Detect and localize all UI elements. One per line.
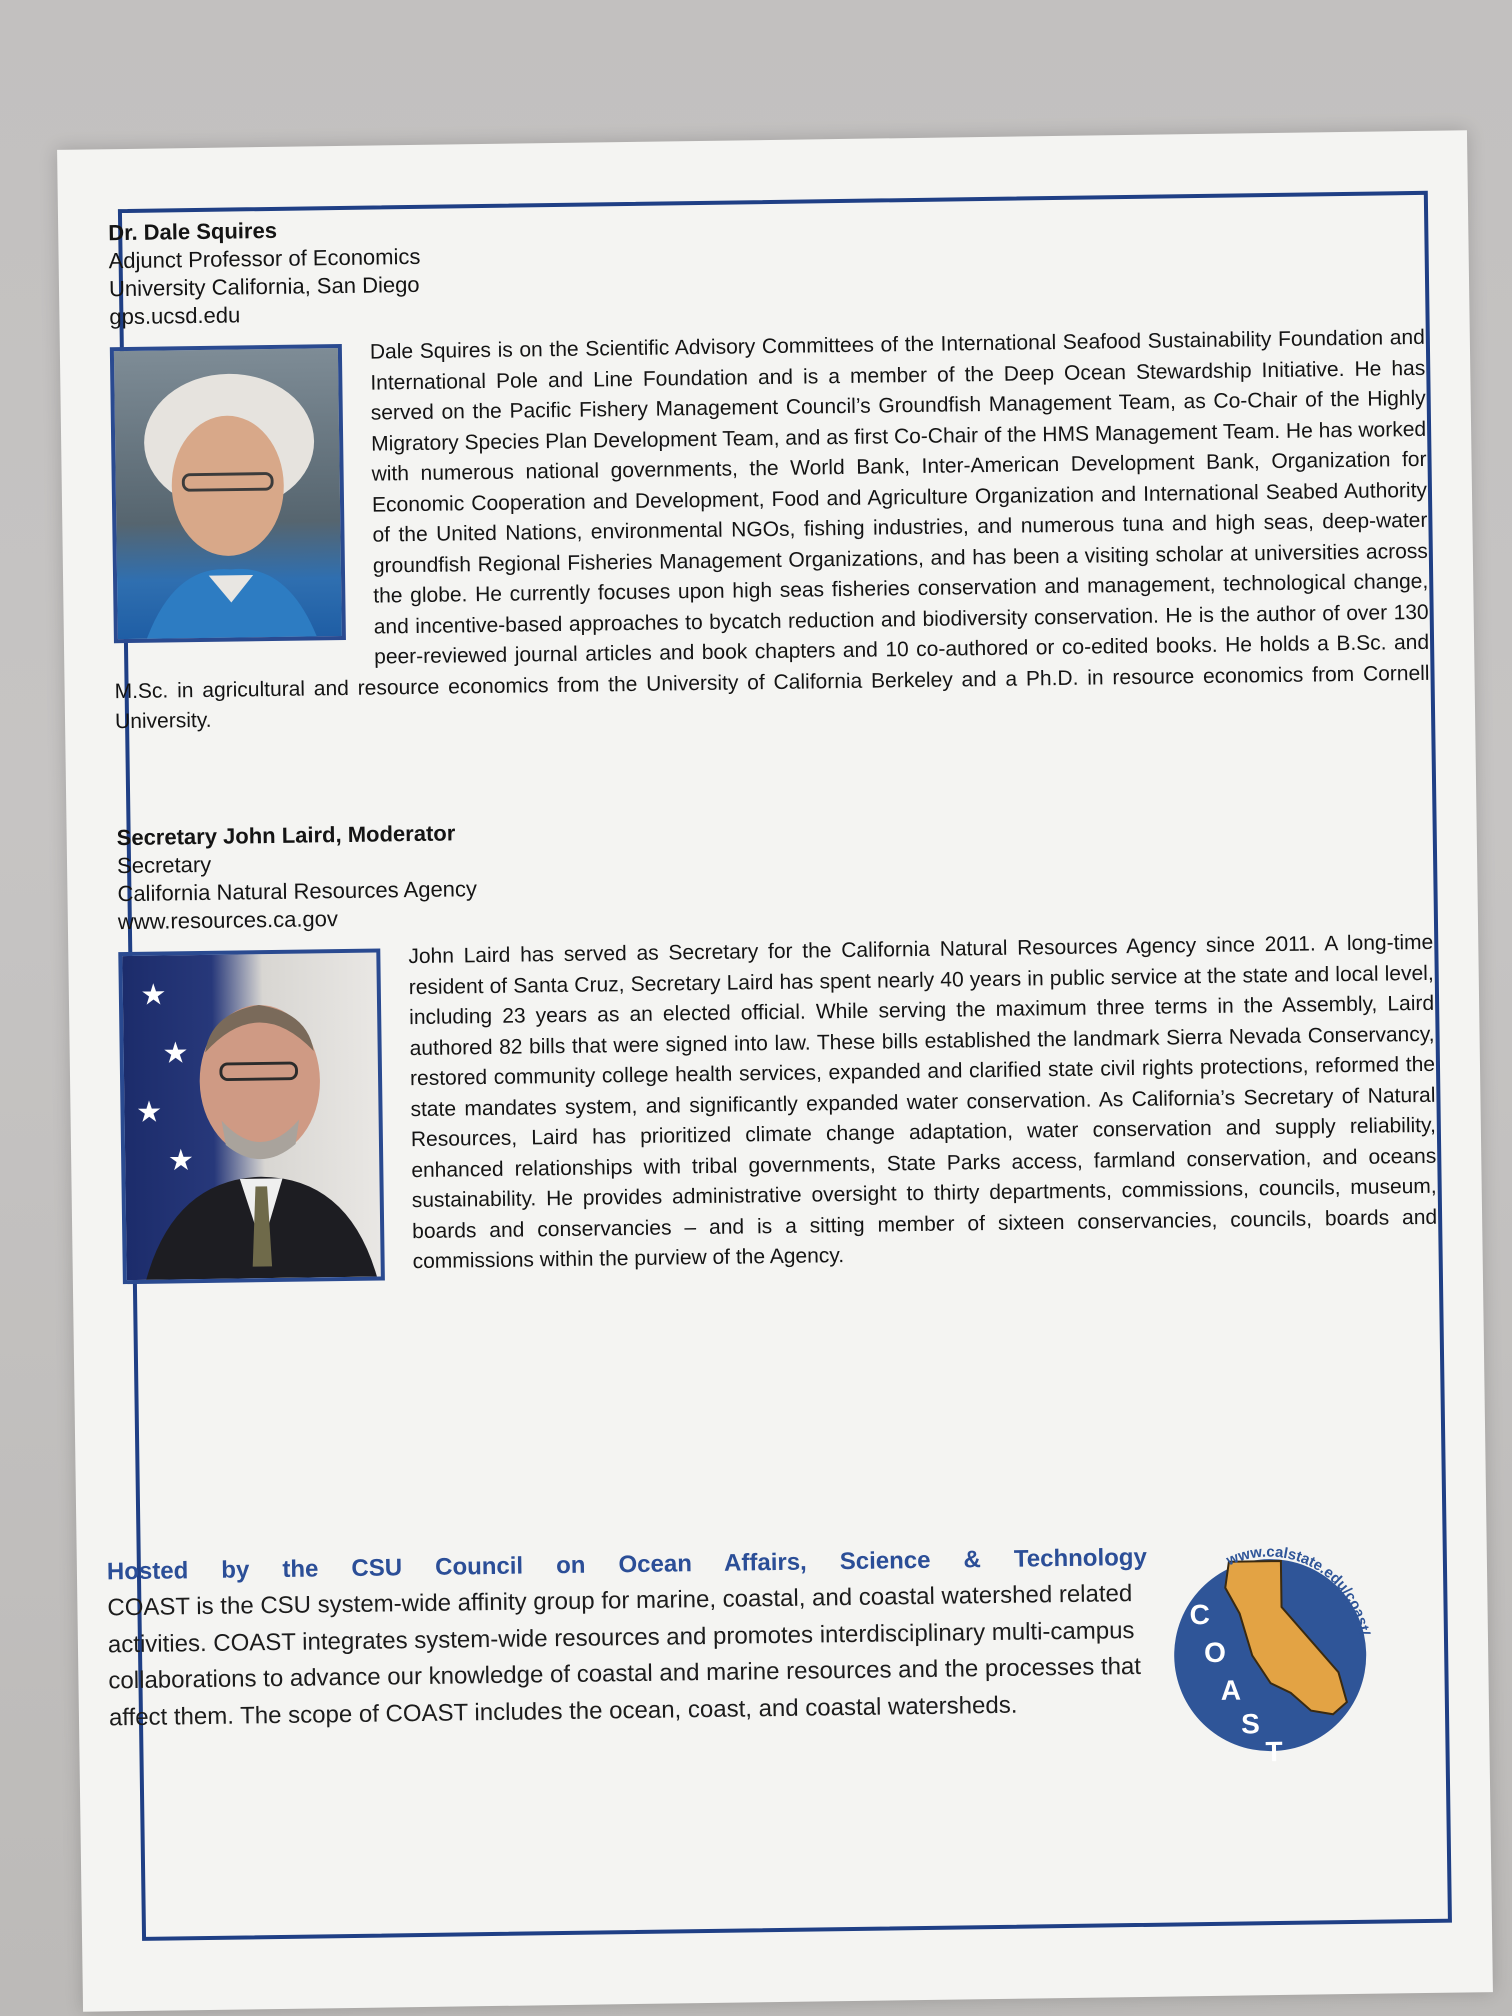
speaker-bio-text-container — [118, 928, 1438, 1282]
speaker-bio-text-container — [110, 323, 1430, 738]
coast-logo-graphic — [1159, 1542, 1382, 1765]
portrait-illustration — [114, 348, 342, 639]
logo-letter-a: A — [1220, 1674, 1242, 1706]
portrait-photo — [118, 948, 385, 1284]
portrait-illustration — [122, 953, 380, 1281]
speaker-bio-squires — [108, 201, 1430, 738]
svg-text:★: ★ — [135, 1096, 163, 1129]
speaker-title: Adjunct Professor of Economics — [108, 243, 421, 274]
speaker-bio-laird — [116, 806, 1437, 1288]
portrait-photo — [110, 344, 346, 643]
speaker-name: Dr. Dale Squires — [108, 217, 278, 246]
logo-url: www.calstate.edu/coast/ — [1223, 1543, 1373, 1637]
svg-text:★: ★ — [140, 979, 167, 1012]
speaker-website: www.resources.ca.gov — [117, 906, 339, 935]
svg-text:★: ★ — [162, 1037, 189, 1070]
logo-letter-c: C — [1189, 1598, 1211, 1631]
host-description: COAST is the CSU system-wide affinity group for marine, coastal, and coastal watershed related activities. COAST integrates system-wide resources and promotes interdisciplinary multi-campus collaborations to advance our knowledge of coastal and marine resources and the processes that affect them. The scope of COAST includes the ocean, coast, and coastal watersheds. — [107, 1580, 1142, 1731]
speaker-title: Secretary — [116, 851, 212, 879]
logo-letter-t: T — [1265, 1735, 1283, 1765]
speaker-website: gps.ucsd.edu — [109, 302, 241, 330]
speaker-name: Secretary John Laird, Moderator — [116, 820, 456, 851]
speaker-affiliation: University California, San Diego — [108, 271, 420, 302]
speaker-bio-text: John Laird has served as Secretary for the California Natural Resources Agency since 2011. A long-time resident of Santa Cruz, Secretary Laird has spent nearly 40 years in public service at the state and local level, including 23 years as an elected official. While serving the maximum three terms in the Assembly, Laird authored 82 bills that were signed into law. These bills established the landmark Sierra Nevada Conservancy, restored community college health services, expanded and clarified state civil rights protections, reformed the state mandates system, and significantly expanded water conservation. As California’s Secretary of Natural Resources, Laird has prioritized climate change adaptation, water conservation and supply reliability, enhanced relationships with tribal governments, State Parks access, farmland conservation, and oceans sustainability. He provides administrative oversight to thirty departments, commissions, councils, museum, boards and conservancies – and is a sitting member of sixteen conservancies, councils, boards and commissions within the purview of the Agency. — [408, 930, 1438, 1274]
logo-letter-o: O — [1203, 1636, 1227, 1669]
host-heading: Hosted by the CSU Council on Ocean Affairs, Science & Technology — [106, 1543, 1148, 1586]
coast-logo — [1159, 1542, 1382, 1765]
logo-letter-s: S — [1240, 1708, 1261, 1740]
speaker-affiliation: California Natural Resources Agency — [117, 876, 478, 907]
host-section — [107, 1540, 1149, 1737]
speaker-bio-text: Dale Squires is on the Scientific Advisory Committees of the International Seafood Sustainability Foundation and International Pole and Line Foundation and is a member of the Deep Ocean Stewardship Initiative. He has served on the Pacific Fishery Management Council’s Groundfish Management Team, as Co-Chair of the Highly Migratory Species Plan Development Team, and as first Co-Chair of the HMS Management Team. He has worked with numerous national governments, the World Bank, Inter-American Development Bank, Organization for Economic Cooperation and Development, Food and Agriculture Organization and International Seabed Authority of the United Nations, environmental NGOs, fishing industries, and numerous tuna and high seas, deep-water groundfish Regional Fisheries Management Organizations, and has been a visiting scholar at universities across the globe. He currently focuses upon high seas fisheries conservation and management, technological change, and incentive-based approaches to bycatch reduction and biodiversity conservation. He is the author of over 130 peer-reviewed journal articles and book chapters and 10 co-authored or co-edited books. He holds a B.Sc. and M.Sc. in agricultural and resource economics from the University of California Berkeley and a Ph.D. in resource economics from Cornell University. — [114, 325, 1430, 734]
svg-text:★: ★ — [167, 1144, 195, 1178]
flyer-page — [57, 130, 1493, 2012]
